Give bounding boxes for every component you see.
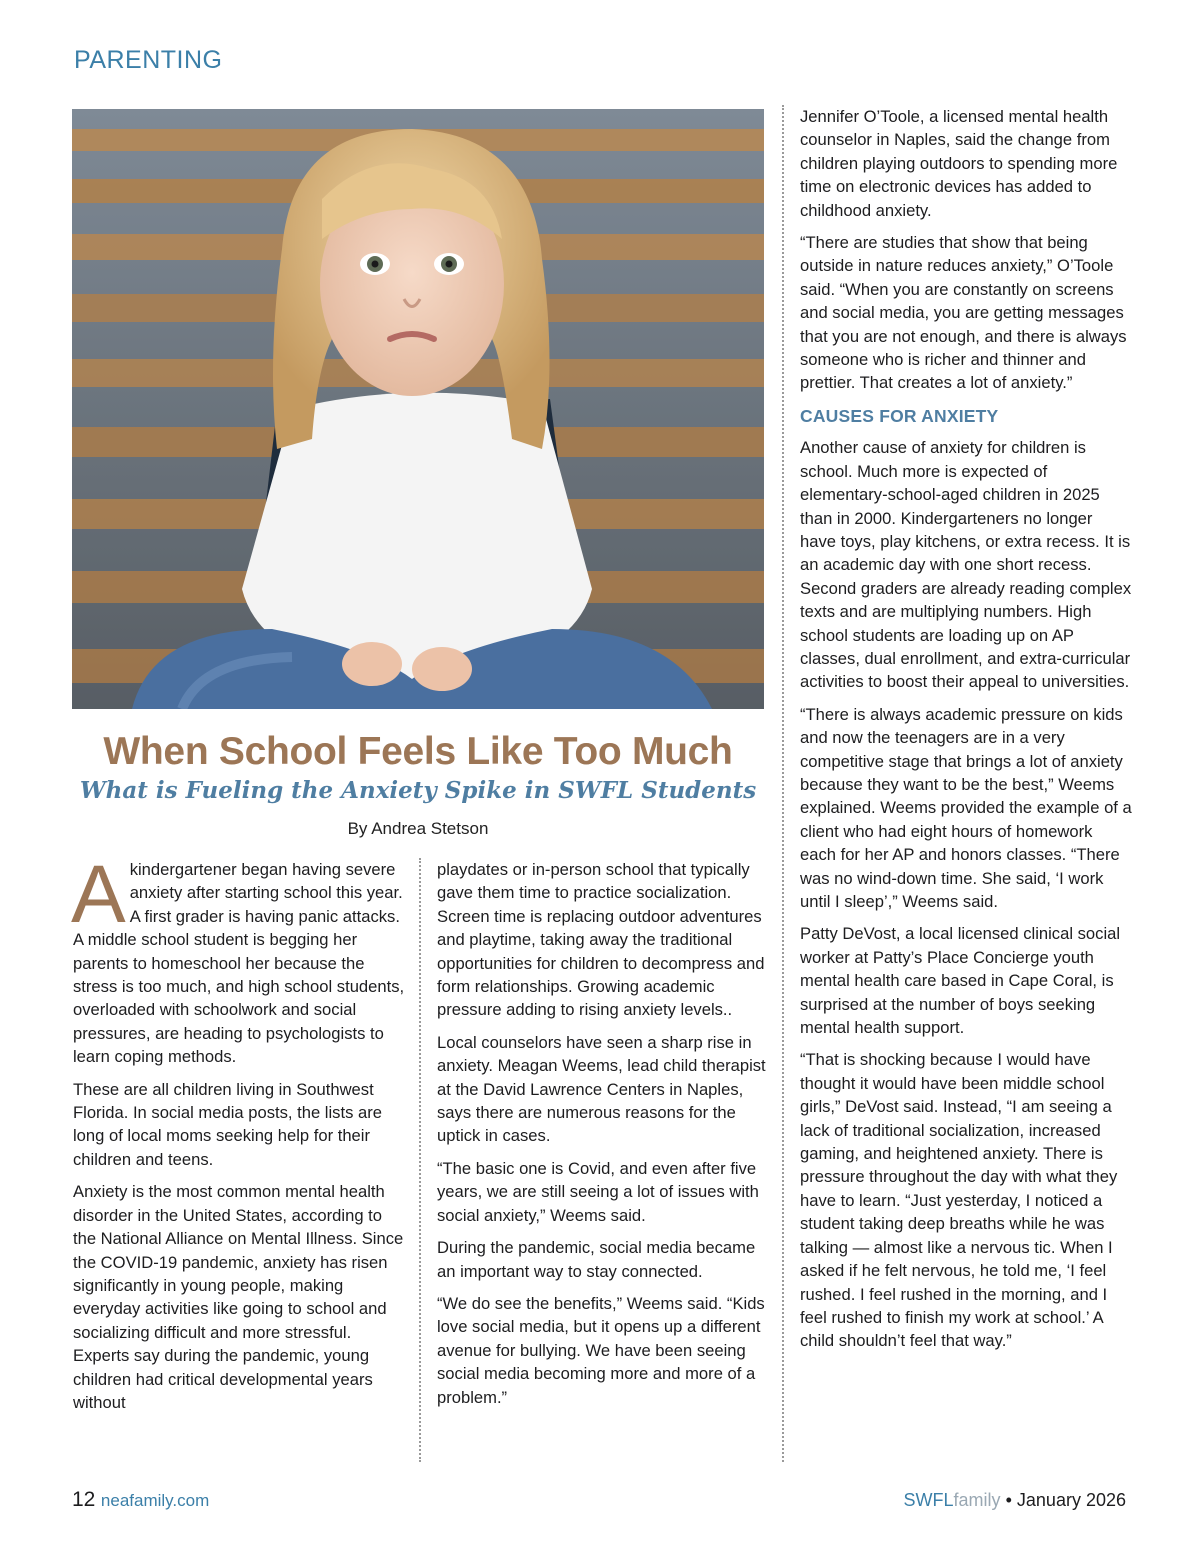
article-column-2 [437,858,767,1418]
paragraph: Jennifer O’Toole, a licensed mental health counselor in Naples, said the change from children playing outdoors to spending more time on electronic devices has added to childhood anxiety. [800,107,1118,220]
issue-date: January 2026 [1016,1490,1126,1510]
paragraph: During the pandemic, social media became an important way to stay connected. [437,1238,756,1281]
page-footer-right [904,1490,1126,1511]
section-heading: CAUSES FOR ANXIETY [800,405,999,426]
paragraph: “The basic one is Covid, and even after five years, we are still seeing a lot of issues with social anxiety,” Weems said. [437,1158,759,1225]
paragraph: “There are studies that show that being outside in nature reduces anxiety,” O’Toole said. “When you are constantly on screens and social media, you are getting messages that you are not enough, and there is always someone who is richer and thinner and prettier. That creates a lot of anxiety.” [800,233,1127,393]
article-column-1 [71,849,405,1423]
article-column-3 [800,105,1132,1362]
paragraph: “We do see the benefits,” Weems said. “Kids love social media, but it opens up a different avenue for bullying. We have been seeing social media becoming more and more of a problem.” [437,1293,765,1407]
paragraph: playdates or in-person school that typically gave them time to practice socialization. Screen time is replacing outdoor adventures and playtime, taking away the traditional opportunities for children to decompress and form relationships. Growing academic pressure adding to rising anxiety levels.. [437,860,765,1020]
drop-cap: A [71,849,126,940]
article-byline: By Andrea Stetson [347,819,489,838]
paragraph: “That is shocking because I would have thought it would have been middle school girls,” DeVost said. Instead, “I am seeing a lack of traditional socialization, increased gaming, and heightened anxiety. There is pressure throughout the day with what they have to learn. “Just yesterday, I noticed a student taking deep breaths while he was talking — almost like a nervous tic. When I asked if he felt nervous, he told me, ‘I feel rushed. I feel rushed in the morning, and I feel rushed to finish my work at school.’ A child shouldn’t feel that way.” [800,1050,1118,1351]
photo-child-on-stairs-icon [72,109,764,709]
paragraph: “There is always academic pressure on kids and now the teenagers are in a very competitive stage that brings a lot of anxiety because they want to be the best,” Weems explained. Weems provided the example of a client who had eight hours of homework each for her AP and honors classes. “There was no wind-down time. She said, ‘I work until I sleep’,” Weems said. [800,704,1132,911]
column-divider [782,105,784,1462]
brand-bold: SWFL [903,1490,954,1510]
footer-separator: • [1005,1490,1012,1510]
section-label: PARENTING [74,46,223,74]
hero-photo [72,109,764,709]
paragraph: Another cause of anxiety for children is school. Much more is expected of elementary-school-aged children in 2025 than in 2000. Kindergarteners no longer have toys, play kitchens, or extra recess. It is an academic day with one short recess. Second graders are already reading complex texts and are multiplying numbers. High school students are loading up on AP classes, dual enrollment, and extra-curricular activities to boost their appeal to universities. [800,438,1132,692]
article-title: When School Feels Like Too Much [103,730,733,773]
paragraph: Patty DeVost, a local licensed clinical social worker at Patty’s Place Concierge youth mental health care based in Cape Coral, is surprised at the number of boys seeking mental health support. [800,924,1121,1038]
article-subtitle: What is Fueling the Anxiety Spike in SWFL Students [79,777,757,804]
paragraph: Akindergartener began having severe anxiety after starting school this year. A first grader is having panic attacks. A middle school student is begging her parents to homeschool her because the stress is too much, and high school students, overloaded with schoolwork and social pressures, are heading to psychologists to learn coping methods. [71,849,405,1067]
paragraph: Anxiety is the most common mental health disorder in the United States, according to the National Alliance on Mental Illness. Since the COVID-19 pandemic, anxiety has risen significantly in young people, making everyday activities like going to school and socializing difficult and more stressful. Experts say during the pandemic, young children had critical developmental years without [73,1182,404,1412]
brand-light: family [953,1490,1001,1510]
column-divider [419,858,421,1462]
paragraph: These are all children living in Southwest Florida. In social media posts, the lists are long of local moms seeking help for their children and teens. [73,1079,382,1169]
site-link[interactable]: neafamily.com [100,1491,210,1510]
paragraph: Local counselors have seen a sharp rise in anxiety. Meagan Weems, lead child therapist at the David Lawrence Centers in Naples, says there are numerous reasons for the uptick in cases. [437,1032,766,1146]
page-footer-left [72,1488,209,1512]
page-number: 12 [72,1488,96,1511]
